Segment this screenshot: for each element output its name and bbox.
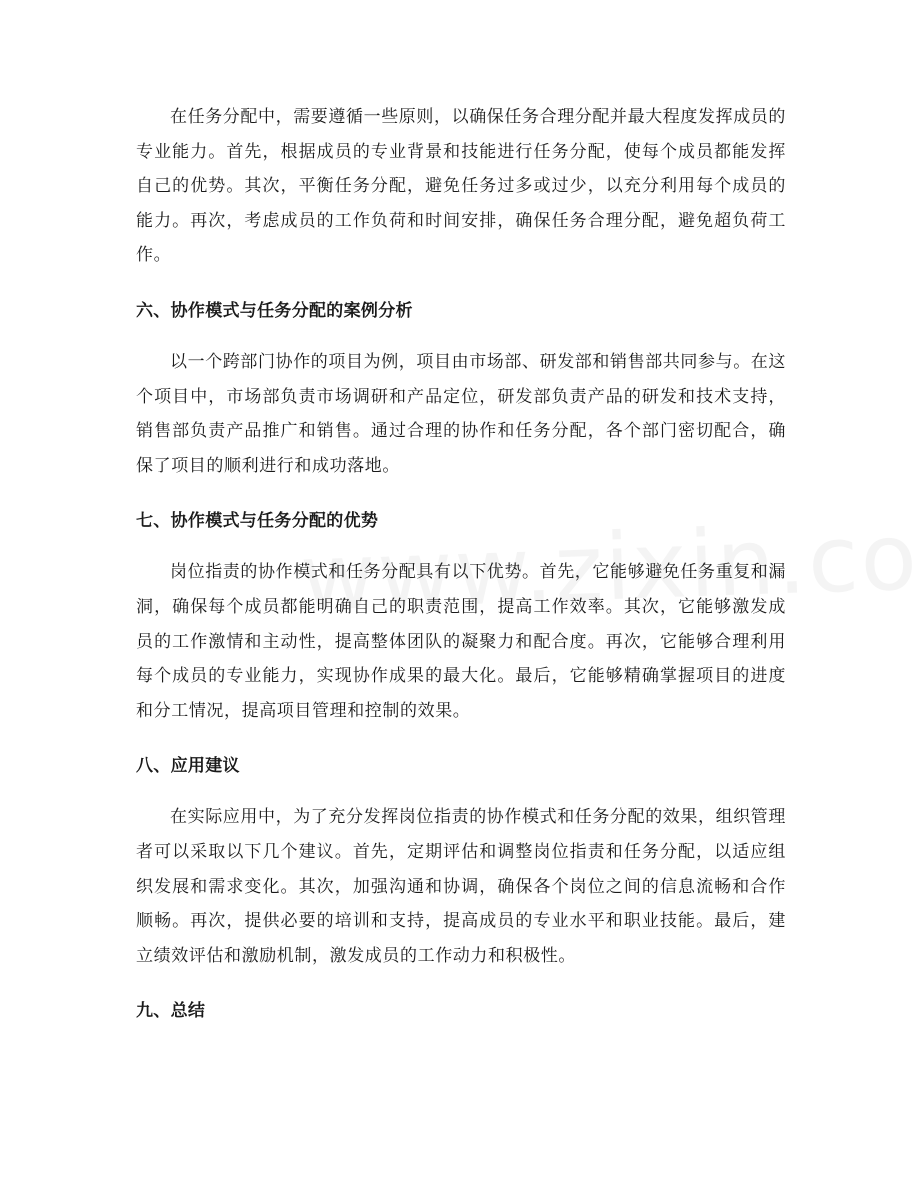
section-heading-advantages: 七、协作模式与任务分配的优势 bbox=[136, 511, 379, 532]
intro-paragraph: 在任务分配中，需要遵循一些原则，以确保任务合理分配并最大程度发挥成员的专业能力。首先，根据成员的专业背景和技能进行任务分配，使每个成员都能发挥自己的优势。其次，平衡任务分配，避免任务过多或过少，以充分利用每个成员的能力。再次，考虑成员的工作负荷和时间安排，确保任务合理分配，避免超负荷工作。 bbox=[136, 107, 786, 266]
section-heading-summary: 九、总结 bbox=[136, 1001, 206, 1022]
section-paragraph-suggestions: 在实际应用中，为了充分发挥岗位指责的协作模式和任务分配的效果，组织管理者可以采取以下几个建议。首先，定期评估和调整岗位指责和任务分配，以适应组织发展和需求变化。其次，加强沟通和协调，确保各个岗位之间的信息流畅和合作顺畅。再次，提供必要的培训和支持，提高成员的专业水平和职业技能。最后，建立绩效评估和激励机制，激发成员的工作动力和积极性。 bbox=[136, 807, 786, 966]
section-heading-suggestions: 八、应用建议 bbox=[136, 756, 240, 777]
section-heading-case-analysis: 六、协作模式与任务分配的案例分析 bbox=[136, 300, 413, 321]
section-paragraph-case-analysis: 以一个跨部门协作的项目为例，项目由市场部、研发部和销售部共同参与。在这个项目中，市场部负责市场调研和产品定位，研发部负责产品的研发和技术支持，销售部负责产品推广和销售。通过合理的协作和任务分配，各个部门密切配合，确保了项目的顺利进行和成功落地。 bbox=[136, 351, 786, 476]
section-paragraph-advantages: 岗位指责的协作模式和任务分配具有以下优势。首先，它能够避免任务重复和漏洞，确保每个成员都能明确自己的职责范围，提高工作效率。其次，它能够激发成员的工作激情和主动性，提高整体团队的凝聚力和配合度。再次，它能够合理利用每个成员的专业能力，实现协作成果的最大化。最后，它能够精确掌握项目的进度和分工情况，提高项目管理和控制的效果。 bbox=[136, 562, 786, 721]
document-body bbox=[136, 100, 786, 1028]
